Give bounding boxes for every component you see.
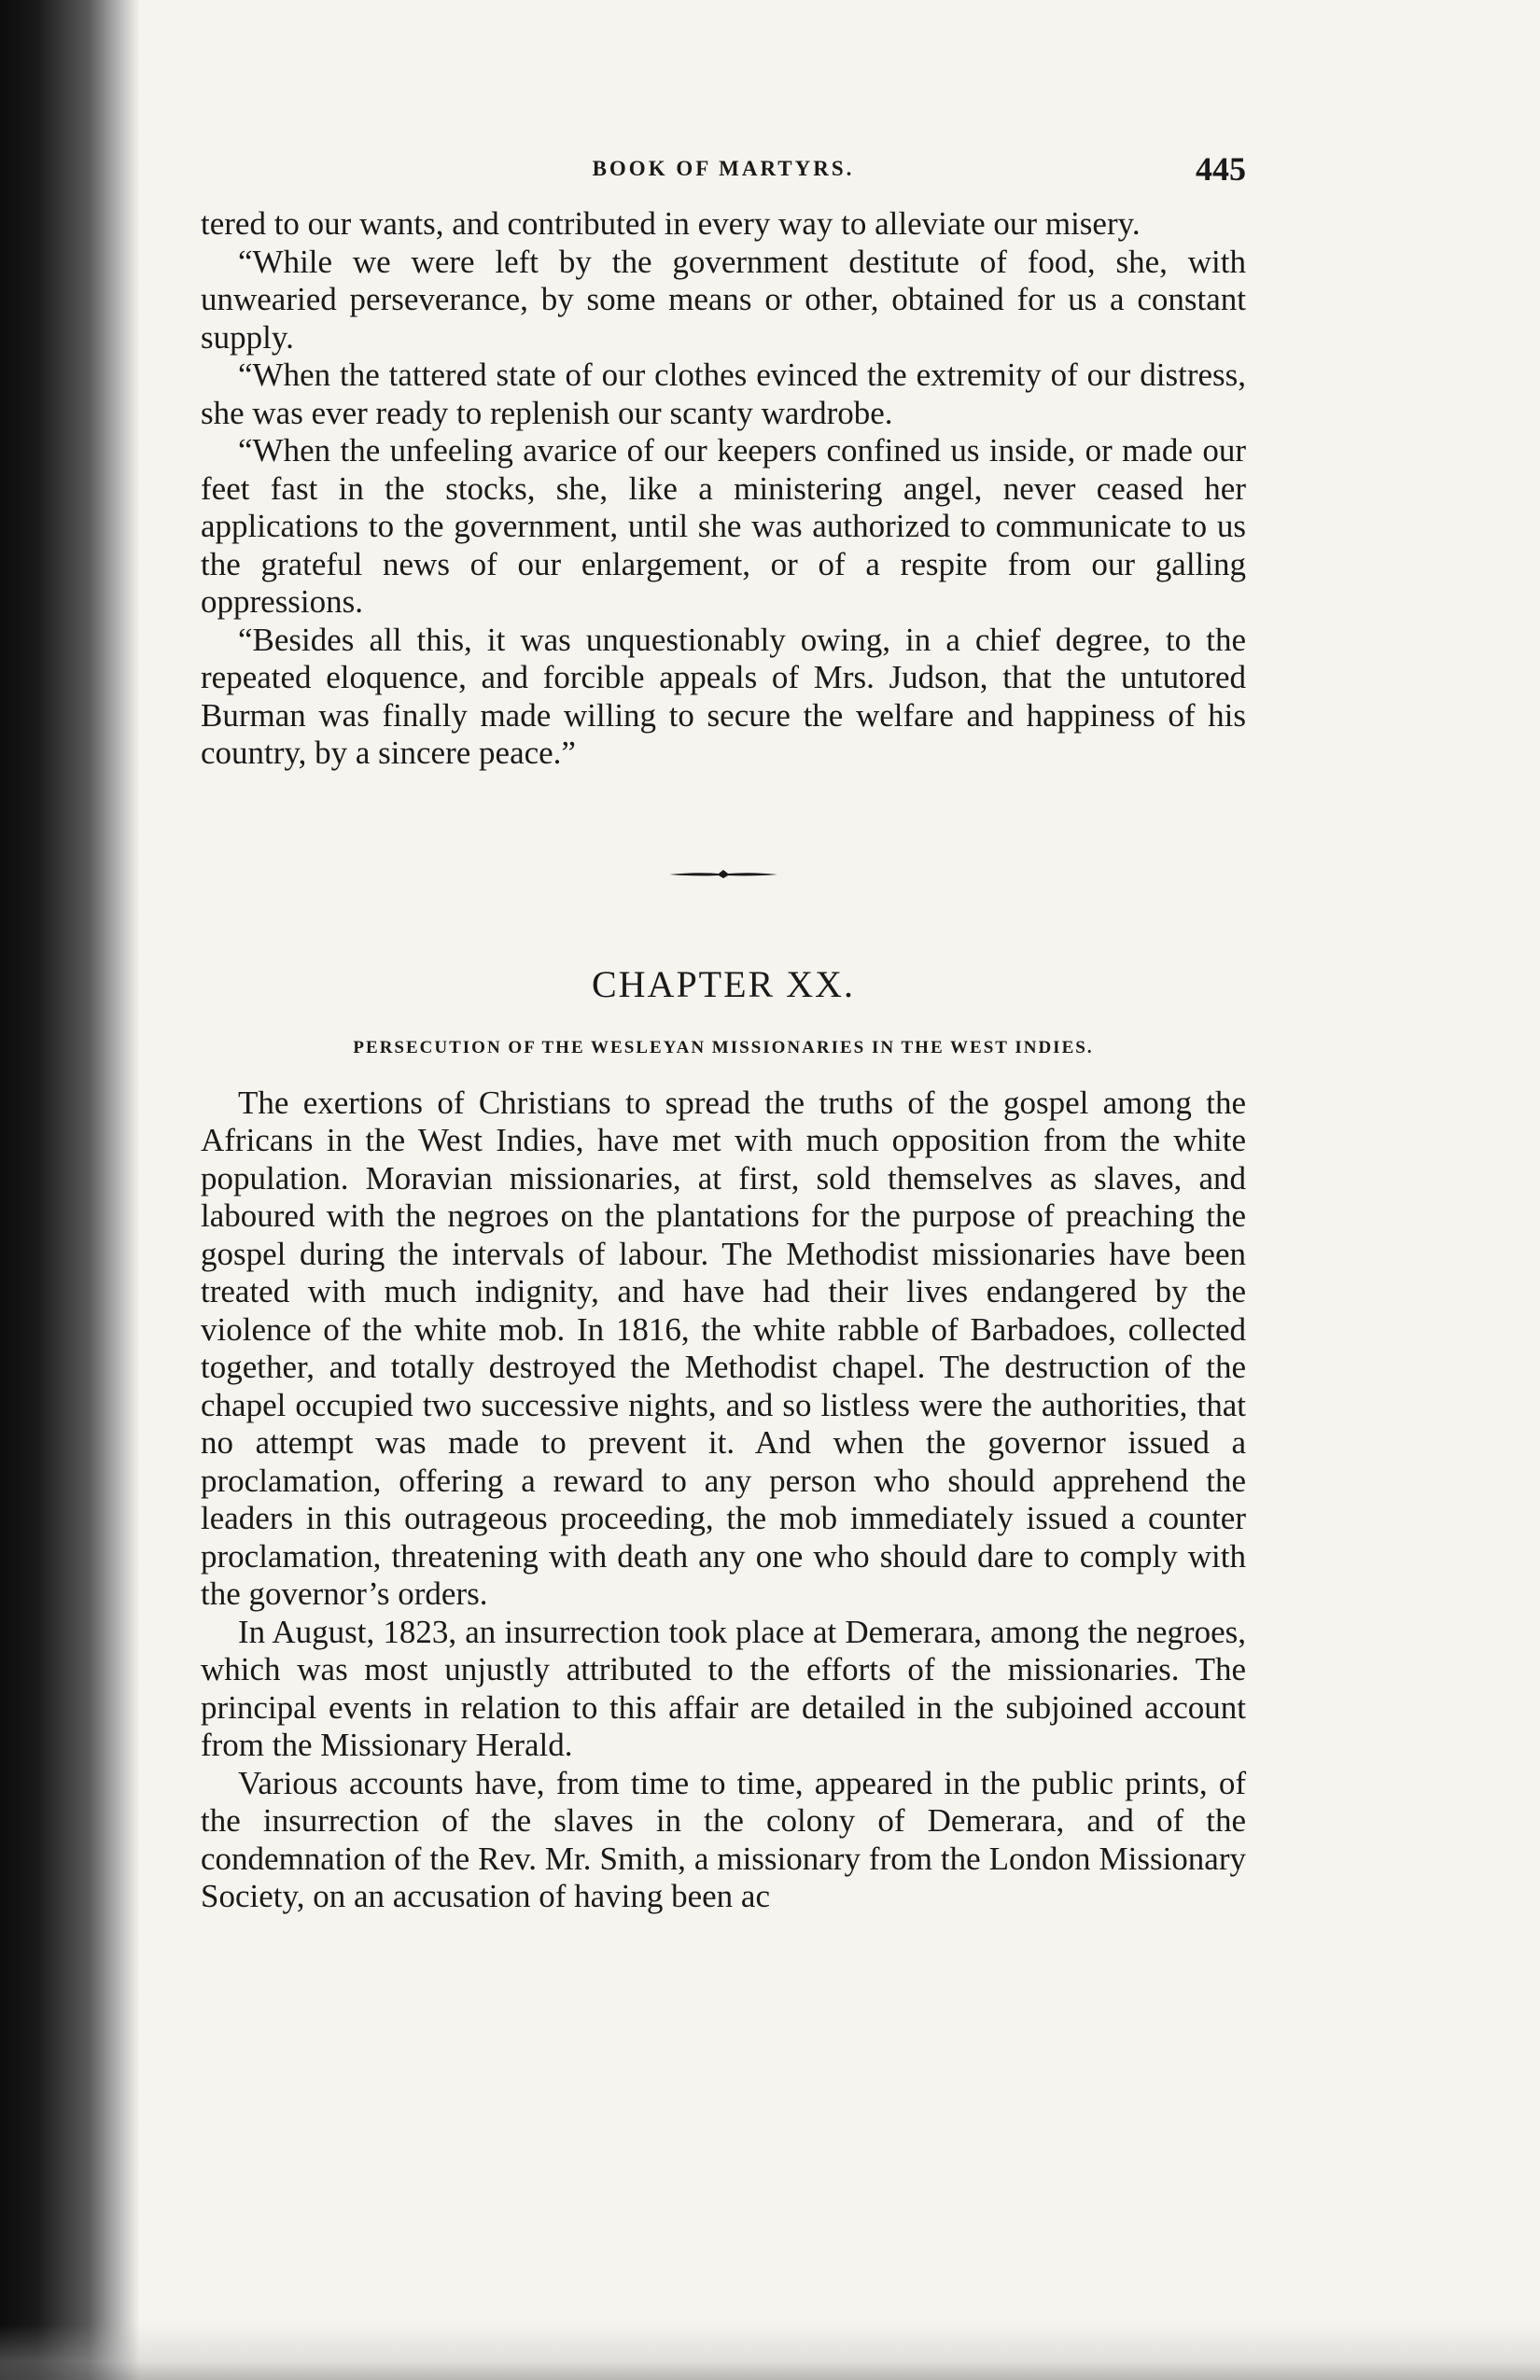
book-page [201, 149, 1246, 2296]
running-head [201, 149, 1246, 205]
paragraph: The exertions of Christians to spread the truths of the gospel among the Africans in the West Indies, have met with much opposition from the white population. Moravian missionaries, at first, sold themselves as slaves, and laboured with the negroes on the plantations for the purpose of preaching the gospel during the intervals of labour. The Methodist missionaries have been treated with much indignity, and have had their lives endangered by the violence of the white mob. In 1816, the white rabble of Barbadoes, collected together, and totally destroyed the Methodist chapel. The destruction of the chapel occupied two successive nights, and so listless were the authorities, that no attempt was made to prevent it. And when the governor issued a proclamation, offering a reward to any person who should apprehend the leaders in this outrageous proceeding, the mob immediately issued a counter proclamation, threatening with death any one who should dare to comply with the governor’s orders. [201, 1084, 1246, 1612]
section-ornament [201, 866, 1246, 885]
ornament-rule-icon [667, 866, 779, 881]
scan-shadow-left [0, 0, 140, 2380]
running-title: BOOK OF MARTYRS. [592, 157, 855, 180]
paragraph: tered to our wants, and contributed in every way to alleviate our misery. [201, 205, 1141, 242]
paragraph: “While we were left by the government destitute of food, she, with unwearied perseverance, by some means or other, obtained for us a constant supply. [201, 243, 1246, 356]
paragraph: “When the tattered state of our clothes evinced the extremity of our distress, she was ever ready to replenish our scanty wardrobe. [201, 357, 1246, 431]
paragraph: Various accounts have, from time to time, appeared in the public prints, of the insurrection of the slaves in the colony of Demerara, and of the condemnation of the Rev. Mr. Smith, a missionary from the London Missionary Society, on an accusation of having been ac [201, 1764, 1246, 1914]
scan-shadow-bottom [0, 2324, 1540, 2380]
chapter-subtitle: PERSECUTION OF THE WESLEYAN MISSIONARIES IN THE WEST INDIES. [353, 1037, 1094, 1057]
paragraph: “When the unfeeling avarice of our keepers confined us inside, or made our feet fast in the stocks, she, like a ministering angel, never ceased her applications to the government, until she was authorized to communicate to us the grateful news of our enlargement, or of a respite from our galling oppressions. [201, 432, 1246, 620]
paragraph: In August, 1823, an insurrection took place at Demerara, among the negroes, which was most unjustly attributed to the efforts of the missionaries. The principal events in relation to this affair are detailed in the subjoined account from the Missionary Herald. [201, 1613, 1246, 1763]
paragraph: “Besides all this, it was unquestionably owing, in a chief degree, to the repeated eloquence, and forcible appeals of Mrs. Judson, that the untutored Burman was finally made willing to secure the welfare and happiness of his country, by a sincere peace.” [201, 621, 1246, 771]
chapter-title: CHAPTER XX. [591, 962, 856, 1005]
page-number: 445 [1196, 150, 1246, 188]
